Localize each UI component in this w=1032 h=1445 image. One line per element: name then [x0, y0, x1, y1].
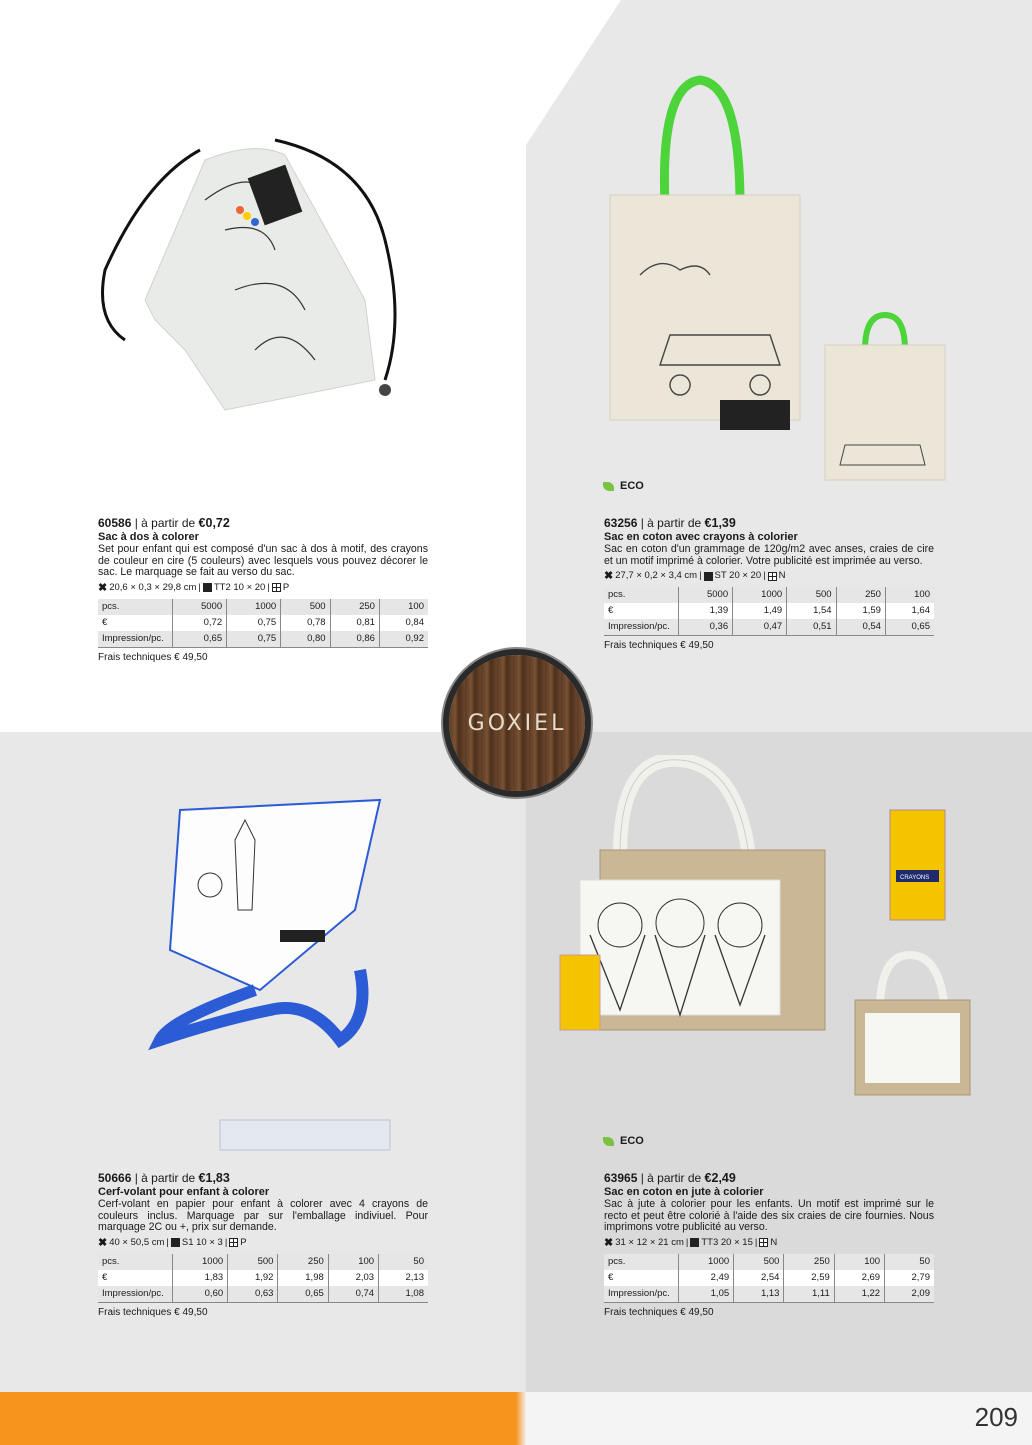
- goxiel-logo: [449, 655, 585, 791]
- table-cell: 2,13: [379, 1270, 428, 1286]
- table-cell: 0,65: [173, 631, 227, 648]
- table-cell: 500: [228, 1254, 278, 1270]
- table-cell: 0,65: [885, 619, 934, 636]
- table-cell: 0,36: [679, 619, 733, 636]
- table-cell: pcs.: [604, 1254, 679, 1270]
- table-row: [98, 1270, 428, 1286]
- product-description: Sac en coton d'un grammage de 120g/m2 avec anses, craies de cire et un motif imprimé à colorier. Votre publicité est imprimée au verso.: [604, 543, 934, 567]
- table-cell: 100: [328, 1254, 378, 1270]
- leaf-icon: [601, 482, 616, 491]
- product-63256: [604, 517, 934, 652]
- table-cell: 250: [330, 599, 379, 615]
- dimensions: 27,7 × 0,2 × 3,4 cm: [615, 570, 698, 581]
- table-cell: 2,09: [885, 1286, 934, 1303]
- table-cell: Impression/pc.: [98, 1286, 173, 1303]
- table-cell: 2,59: [784, 1270, 834, 1286]
- dimensions: 31 × 12 × 21 cm: [615, 1236, 684, 1248]
- eco-label: ECO: [620, 1135, 644, 1147]
- print-code-icon: [229, 1238, 238, 1247]
- table-cell: 0,78: [281, 615, 330, 631]
- table-cell: 50: [885, 1254, 934, 1270]
- crayons-box-label: CRAYONS: [900, 875, 930, 881]
- table-cell: 1,05: [679, 1286, 734, 1303]
- product-title: Sac en coton avec crayons à colorier: [604, 531, 798, 543]
- table-cell: 1,64: [885, 603, 934, 619]
- table-cell: 0,75: [227, 631, 281, 648]
- product-specs: ✖ 40 × 50,5 cm | S1 10 × 3 | P: [98, 1236, 247, 1249]
- table-row: [604, 603, 934, 619]
- product-price: €1,83: [198, 1171, 230, 1185]
- product-header: [98, 1172, 428, 1184]
- from-label: | à partir de: [134, 516, 196, 530]
- product-header: [604, 1172, 934, 1184]
- table-cell: 0,51: [787, 619, 836, 636]
- from-label: | à partir de: [640, 1171, 702, 1185]
- table-cell: 100: [834, 1254, 884, 1270]
- table-cell: 500: [734, 1254, 784, 1270]
- price-table: [98, 599, 428, 648]
- print-code-icon: [768, 572, 777, 581]
- print-code-icon: [759, 1238, 768, 1247]
- table-cell: 0,60: [173, 1286, 228, 1303]
- product-description: Set pour enfant qui est composé d'un sac à dos à motif, des crayons de couleur en cire (5 couleurs) avec lesquels vous pouvez décorer le sac. Le marquage se fait au verso du sac.: [98, 543, 428, 578]
- table-cell: €: [604, 603, 679, 619]
- dimensions-icon: ✖: [98, 581, 108, 594]
- table-cell: 0,86: [330, 631, 379, 648]
- dimensions-icon: ✖: [604, 570, 614, 582]
- product-price: €1,39: [704, 516, 736, 530]
- table-cell: 500: [787, 587, 836, 603]
- table-row: [604, 587, 934, 603]
- product-50666: [98, 1172, 428, 1319]
- table-cell: 0,47: [733, 619, 787, 636]
- table-cell: 1,22: [834, 1286, 884, 1303]
- table-cell: 1,13: [734, 1286, 784, 1303]
- dimensions-icon: ✖: [604, 1236, 614, 1249]
- product-specs: ✖ 27,7 × 0,2 × 3,4 cm | ST 20 × 20 | N: [604, 570, 786, 582]
- product-ref: 50666: [98, 1171, 132, 1185]
- eco-label: ECO: [620, 480, 644, 492]
- table-cell: 0,65: [278, 1286, 328, 1303]
- table-cell: 5000: [173, 599, 227, 615]
- price-table: [604, 587, 934, 636]
- table-cell: pcs.: [98, 1254, 173, 1270]
- table-cell: 1,92: [228, 1270, 278, 1286]
- table-cell: 2,54: [734, 1270, 784, 1286]
- table-cell: pcs.: [98, 599, 173, 615]
- table-cell: pcs.: [604, 587, 679, 603]
- logo-text: GOXIEL: [467, 710, 567, 736]
- kite-image: [140, 790, 440, 1160]
- table-row: [604, 1270, 934, 1286]
- technical-fees: Frais techniques € 49,50: [98, 651, 208, 663]
- product-ref: 63965: [604, 1171, 638, 1185]
- table-cell: 1,08: [379, 1286, 428, 1303]
- from-label: | à partir de: [640, 516, 702, 530]
- product-ref: 60586: [98, 516, 132, 530]
- price-table: [98, 1254, 428, 1303]
- table-cell: Impression/pc.: [604, 619, 679, 636]
- product-60586: [98, 517, 428, 664]
- table-cell: 0,81: [330, 615, 379, 631]
- table-cell: 1000: [173, 1254, 228, 1270]
- print-area: ST 20 × 20: [714, 570, 762, 581]
- product-title: Sac en coton en jute à colorier: [604, 1186, 764, 1198]
- page-number: 209: [974, 1402, 1018, 1432]
- print-area: TT3 20 × 15: [701, 1236, 753, 1248]
- print-area-icon: [704, 572, 713, 581]
- table-cell: 0,63: [228, 1286, 278, 1303]
- table-cell: 2,49: [679, 1270, 734, 1286]
- table-cell: 50: [379, 1254, 428, 1270]
- table-cell: 1,59: [836, 603, 885, 619]
- table-cell: 0,80: [281, 631, 330, 648]
- dimensions-icon: ✖: [98, 1236, 108, 1249]
- product-ref: 63256: [604, 516, 638, 530]
- price-table: [604, 1254, 934, 1303]
- table-cell: 0,74: [328, 1286, 378, 1303]
- technical-fees: Frais techniques € 49,50: [604, 1306, 714, 1318]
- table-cell: €: [98, 1270, 173, 1286]
- table-cell: Impression/pc.: [604, 1286, 679, 1303]
- dimensions: 20,6 × 0,3 × 29,8 cm: [109, 581, 197, 593]
- print-area-icon: [203, 583, 212, 592]
- table-cell: 1,39: [679, 603, 733, 619]
- table-cell: 1,49: [733, 603, 787, 619]
- table-cell: 0,75: [227, 615, 281, 631]
- table-row: [98, 631, 428, 648]
- technical-fees: Frais techniques € 49,50: [98, 1306, 208, 1318]
- leaf-icon: [601, 1137, 616, 1146]
- product-title: Cerf-volant pour enfant à colorer: [98, 1186, 270, 1198]
- product-header: [604, 517, 934, 529]
- table-cell: 1,98: [278, 1270, 328, 1286]
- product-header: [98, 517, 428, 529]
- table-row: [98, 599, 428, 615]
- table-cell: 2,69: [834, 1270, 884, 1286]
- table-cell: 1000: [679, 1254, 734, 1270]
- print-area: S1 10 × 3: [181, 1236, 223, 1248]
- table-cell: 250: [784, 1254, 834, 1270]
- technical-fees: Frais techniques € 49,50: [604, 640, 714, 651]
- table-row: [604, 1254, 934, 1270]
- table-cell: 2,79: [885, 1270, 934, 1286]
- print-area-icon: [690, 1238, 699, 1247]
- print-code: N: [770, 1236, 778, 1248]
- print-code-icon: [272, 583, 281, 592]
- table-cell: €: [98, 615, 173, 631]
- print-code: P: [240, 1236, 247, 1248]
- print-code: N: [778, 570, 786, 581]
- product-price: €0,72: [198, 516, 230, 530]
- table-cell: 5000: [679, 587, 733, 603]
- product-title: Sac à dos à colorer: [98, 531, 199, 543]
- table-cell: 250: [836, 587, 885, 603]
- table-cell: 500: [281, 599, 330, 615]
- product-description: Cerf-volant en papier pour enfant à colorer avec 4 crayons de couleurs inclus. Marquage par sur l'emballage indiviuel. Pour marquage 2C ou +, prix sur demande.: [98, 1198, 428, 1233]
- eco-badge-63965: [602, 1135, 644, 1147]
- table-cell: 100: [885, 587, 934, 603]
- product-specs: ✖ 20,6 × 0,3 × 29,8 cm | TT2 10 × 20 | P: [98, 581, 290, 594]
- table-cell: 0,92: [379, 631, 428, 648]
- product-specs: ✖ 31 × 12 × 21 cm | TT3 20 × 15 | N: [604, 1236, 778, 1249]
- table-row: [98, 615, 428, 631]
- eco-badge-63256: [602, 480, 644, 492]
- footer-bar: [0, 1392, 1032, 1445]
- table-cell: 0,72: [173, 615, 227, 631]
- table-cell: 250: [278, 1254, 328, 1270]
- dimensions: 40 × 50,5 cm: [109, 1236, 165, 1248]
- table-row: [98, 1254, 428, 1270]
- table-cell: 1,54: [787, 603, 836, 619]
- print-area-icon: [171, 1238, 180, 1247]
- product-price: €2,49: [704, 1171, 736, 1185]
- product-63965: [604, 1172, 934, 1319]
- table-cell: Impression/pc.: [98, 631, 173, 648]
- table-cell: 1000: [227, 599, 281, 615]
- cotton-bag-image: [600, 75, 960, 495]
- jute-bag-image: [550, 755, 990, 1105]
- table-cell: 100: [379, 599, 428, 615]
- table-row: [604, 1286, 934, 1303]
- table-cell: €: [604, 1270, 679, 1286]
- table-cell: 1,83: [173, 1270, 228, 1286]
- table-cell: 1000: [733, 587, 787, 603]
- table-row: [604, 619, 934, 636]
- drawstring-bag-image: [85, 120, 465, 420]
- from-label: | à partir de: [134, 1171, 196, 1185]
- table-row: [98, 1286, 428, 1303]
- print-code: P: [282, 581, 290, 593]
- table-cell: 0,84: [379, 615, 428, 631]
- product-description: Sac à jute à colorier pour les enfants. Un motif est imprimé sur le recto et peut être colorié à l'aide des six craies de cire fournies. Nous imprimons votre publicité au verso.: [604, 1198, 934, 1233]
- table-cell: 0,54: [836, 619, 885, 636]
- table-cell: 2,03: [328, 1270, 378, 1286]
- table-cell: 1,11: [784, 1286, 834, 1303]
- print-area: TT2 10 × 20: [213, 581, 266, 593]
